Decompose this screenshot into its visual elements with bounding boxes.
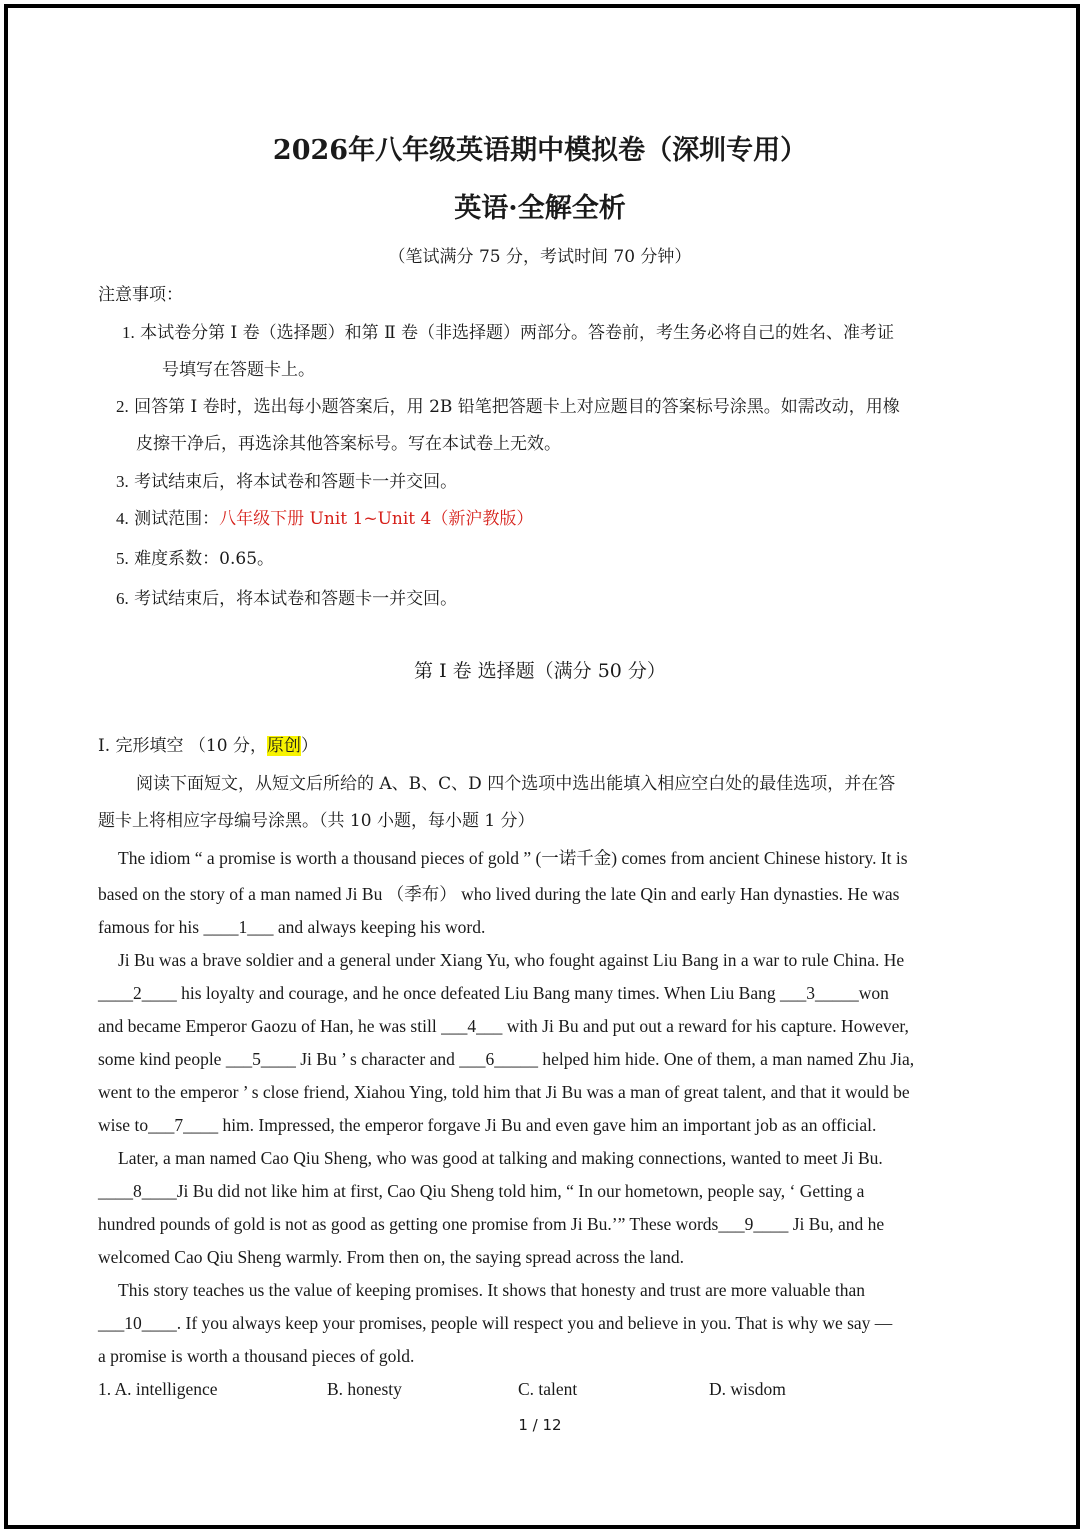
exam-info: （笔试满分 75 分，考试时间 70 分钟） <box>388 247 692 267</box>
note-1-number: 1. <box>122 323 135 342</box>
page-number: 1 / 12 <box>518 1416 562 1434</box>
original-highlight: 原创 <box>266 736 301 756</box>
passage-line: Later, a man named Cao Qiu Sheng, who was good at talking and making connections, wanted to meet Ji Bu. <box>118 1148 883 1168</box>
note-2-number: 2. <box>116 397 129 416</box>
passage-line: This story teaches us the value of keeping promises. It shows that honesty and trust are more valuable than <box>118 1280 865 1300</box>
note-4-number: 4. <box>116 509 129 528</box>
note-3-number: 3. <box>116 472 129 491</box>
q1-option-b: B. honesty <box>327 1379 402 1399</box>
part-1-heading-close: ） <box>300 736 318 756</box>
passage-line: Ji Bu was a brave soldier and a general under Xiang Yu, who fought against Liu Bang in a war to rule China. He <box>118 950 905 970</box>
note-3-text: 考试结束后，将本试卷和答题卡一并交回。 <box>134 472 458 492</box>
q1-option-a: 1. A. intelligence <box>98 1379 218 1399</box>
exam-subtitle: 英语·全解全析 <box>454 193 626 224</box>
note-4-scope: 八年级下册 Unit 1~Unit 4（新沪教版） <box>219 509 534 529</box>
q1-option-c: C. talent <box>518 1379 578 1399</box>
passage-line: ___10____. If you always keep your promises, people will respect you and believe in you. That is why we say — <box>98 1313 893 1333</box>
note-4 <box>116 504 533 529</box>
note-6-number: 6. <box>116 589 129 608</box>
passage-line: hundred pounds of gold is not as good as getting one promise from Ji Bu.’” These words___9____ Ji Bu, and he <box>98 1214 885 1234</box>
note-1-text: 本试卷分第 Ⅰ 卷（选择题）和第 Ⅱ 卷（非选择题）两部分。答卷前，考生务必将自己的姓名、准考证 <box>140 323 895 343</box>
notes-heading: 注意事项： <box>98 285 183 305</box>
passage-line: wise to___7____ him. Impressed, the emperor forgave Ji Bu and even gave him an important job as an official. <box>98 1115 877 1135</box>
exam-title: 2026年八年级英语期中模拟卷（深圳专用） <box>272 135 808 166</box>
note-6-text: 考试结束后，将本试卷和答题卡一并交回。 <box>134 589 458 609</box>
note-5-number: 5. <box>116 549 129 568</box>
note-5-text: 难度系数：0.65。 <box>134 549 275 569</box>
passage-line: based on the story of a man named Ji Bu （季布） who lived during the late Qin and early Han dynasties. He was <box>98 884 900 904</box>
passage-line: welcomed Cao Qiu Sheng warmly. From then on, the saying spread across the land. <box>98 1247 684 1267</box>
note-3 <box>116 467 457 492</box>
passage-line: a promise is worth a thousand pieces of gold. <box>98 1346 415 1366</box>
note-2-cont: 皮擦干净后，再选涂其他答案标号。写在本试卷上无效。 <box>136 434 561 454</box>
q1-option-d: D. wisdom <box>709 1379 786 1399</box>
note-1-cont: 号填写在答题卡上。 <box>162 360 315 380</box>
instructions-line-2: 题卡上将相应字母编号涂黑。（共 10 小题，每小题 1 分） <box>98 811 535 831</box>
passage-line: ____8____Ji Bu did not like him at first, Cao Qiu Sheng told him, “ In our hometown, people say, ‘ Getting a <box>98 1181 865 1201</box>
part-1-heading <box>98 731 318 756</box>
note-5 <box>116 544 274 569</box>
note-4-label: 测试范围： <box>134 509 220 529</box>
passage-line: some kind people ___5____ Ji Bu ’ s character and ___6_____ helped him hide. One of them, a man named Zhu Jia, <box>98 1049 915 1069</box>
passage-line: and became Emperor Gaozu of Han, he was still ___4___ with Ji Bu and put out a reward for his capture. However, <box>98 1016 909 1036</box>
passage-line: ____2____ his loyalty and courage, and he once defeated Liu Bang many times. When Liu Bang ___3_____won <box>98 983 889 1003</box>
passage-line: famous for his ____1___ and always keeping his word. <box>98 917 486 937</box>
part-1-heading-text: I. 完形填空 （10 分， <box>98 736 267 756</box>
note-2 <box>116 392 900 417</box>
note-1 <box>122 318 894 343</box>
passage-line: The idiom “ a promise is worth a thousand pieces of gold ” (一诺千金) comes from ancient Chinese history. It is <box>118 848 908 868</box>
note-6 <box>116 584 457 609</box>
note-2-text: 回答第 Ⅰ 卷时，选出每小题答案后，用 2B 铅笔把答题卡上对应题目的答案标号涂黑。如需改动，用橡 <box>134 397 900 417</box>
instructions-line-1: 阅读下面短文，从短文后所给的 A、B、C、D 四个选项中选出能填入相应空白处的最佳选项，并在答 <box>136 774 896 794</box>
passage-line: went to the emperor ’ s close friend, Xiahou Ying, told him that Ji Bu was a man of great talent, and that it would be <box>98 1082 910 1102</box>
section-title: 第 Ⅰ 卷 选择题（满分 50 分） <box>414 660 666 682</box>
